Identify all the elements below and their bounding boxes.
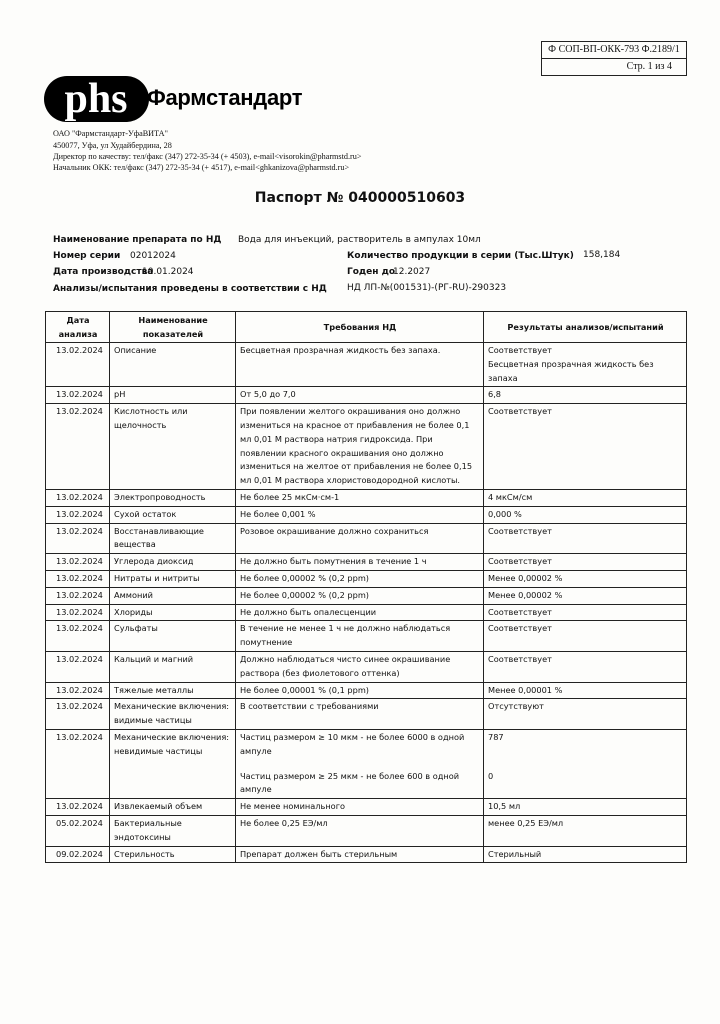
row-name: Нитраты и нитриты [110, 570, 236, 587]
row-result-line: 0 [488, 770, 494, 781]
table-row [46, 489, 687, 506]
series-label: Номер серии [53, 251, 121, 261]
row-result: 6,8 [484, 387, 687, 404]
row-result: Менее 0,00002 % [484, 570, 687, 587]
pharmstandard-logo-icon [44, 76, 149, 122]
okk-head-contact: Начальник ОКК: тел/факс (347) 272-35-34 (+ 4517), e-mail<ghkanizova@pharmstd.ru> [53, 163, 350, 172]
row-name: Описание [110, 343, 236, 387]
row-date: 13.02.2024 [46, 621, 110, 652]
row-result: Соответствует [484, 651, 687, 682]
table-row [46, 815, 687, 846]
row-result-line: Бесцветная прозрачная жидкость без запаха [488, 358, 654, 383]
expiry-label: Годен до [347, 267, 396, 277]
row-date: 13.02.2024 [46, 699, 110, 730]
row-name: Тяжелые металлы [110, 682, 236, 699]
row-name: Бактериальные эндотоксины [110, 815, 236, 846]
row-date: 13.02.2024 [46, 489, 110, 506]
form-code-box [541, 41, 687, 76]
row-result: Соответствует [484, 523, 687, 554]
row-date: 13.02.2024 [46, 587, 110, 604]
row-result: менее 0,25 ЕЭ/мл [484, 815, 687, 846]
row-result: Менее 0,00002 % [484, 587, 687, 604]
product-label: Наименование препарата по НД [53, 235, 222, 245]
row-name: Аммоний [110, 587, 236, 604]
table-row [46, 621, 687, 652]
row-name: Механические включения: невидимые частицы [110, 729, 236, 798]
row-name: pH [110, 387, 236, 404]
row-name: Стерильность [110, 846, 236, 863]
row-requirement: Не более 0,001 % [236, 506, 484, 523]
row-requirement: От 5,0 до 7,0 [236, 387, 484, 404]
row-requirement: Не менее номинального [236, 799, 484, 816]
row-requirement: Не более 0,00001 % (0,1 ppm) [236, 682, 484, 699]
series-value: 02012024 [130, 251, 176, 261]
row-result-line: 787 [488, 731, 504, 742]
row-name: Извлекаемый объем [110, 799, 236, 816]
table-row [46, 799, 687, 816]
page-number: Стр. 1 из 4 [626, 61, 672, 72]
row-result: Менее 0,00001 % [484, 682, 687, 699]
passport-title: Паспорт № 040000510603 [254, 190, 466, 206]
row-result [484, 343, 687, 387]
row-name: Сульфаты [110, 621, 236, 652]
production-date-label: Дата производства [53, 267, 154, 277]
table-row [46, 523, 687, 554]
row-result: Отсутствуют [484, 699, 687, 730]
quantity-value: 158,184 [583, 250, 621, 260]
row-name: Сухой остаток [110, 506, 236, 523]
row-name: Восстанавливающие вещества [110, 523, 236, 554]
table-row [46, 570, 687, 587]
production-date-value: 10.01.2024 [142, 267, 194, 277]
header-result: Результаты анализов/испытаний [484, 312, 687, 343]
row-date: 13.02.2024 [46, 651, 110, 682]
table-row [46, 682, 687, 699]
row-requirement: Должно наблюдаться чисто синее окрашивание раствора (без фиолетового оттенка) [236, 651, 484, 682]
table-row [46, 506, 687, 523]
row-date: 13.02.2024 [46, 604, 110, 621]
row-result [484, 729, 687, 798]
table-header-row [46, 312, 687, 343]
table-row [46, 729, 687, 798]
row-date: 13.02.2024 [46, 404, 110, 490]
row-result-line: Соответствует [488, 345, 552, 355]
row-date: 13.02.2024 [46, 554, 110, 571]
company-name: ОАО "Фармстандарт-УфаВИТА" [53, 129, 168, 138]
row-date: 13.02.2024 [46, 506, 110, 523]
table-row [46, 699, 687, 730]
brand-name: Фармстандарт [147, 85, 303, 110]
row-requirement: В соответствии с требованиями [236, 699, 484, 730]
expiry-value: 12.2027 [393, 267, 431, 277]
row-result: 10,5 мл [484, 799, 687, 816]
table-row [46, 604, 687, 621]
row-requirement: Не более 25 мкСм·см-1 [236, 489, 484, 506]
quantity-label: Количество продукции в серии (Тыс.Штук) [347, 251, 574, 261]
row-result: Соответствует [484, 604, 687, 621]
row-date: 13.02.2024 [46, 799, 110, 816]
row-requirement: В течение не менее 1 ч не должно наблюдаться помутнение [236, 621, 484, 652]
row-name: Кальций и магний [110, 651, 236, 682]
row-requirement: Не более 0,25 ЕЭ/мл [236, 815, 484, 846]
row-date: 09.02.2024 [46, 846, 110, 863]
header-requirement: Требования НД [236, 312, 484, 343]
product-value: Вода для инъекций, растворитель в ампулах 10мл [238, 235, 481, 245]
row-name: Углерода диоксид [110, 554, 236, 571]
row-date: 13.02.2024 [46, 682, 110, 699]
row-result: Соответствует [484, 404, 687, 490]
analysis-basis-label: Анализы/испытания проведены в соответствии с НД [53, 284, 327, 294]
row-requirement-line: Частиц размером ≥ 10 мкм - не более 6000 в одной ампуле [240, 731, 465, 756]
row-requirement [236, 729, 484, 798]
table-row [46, 554, 687, 571]
row-requirement: Не более 0,00002 % (0,2 ppm) [236, 570, 484, 587]
table-row [46, 343, 687, 387]
row-result: Стерильный [484, 846, 687, 863]
table-row [46, 387, 687, 404]
row-requirement: Бесцветная прозрачная жидкость без запаха. [236, 343, 484, 387]
spacer [240, 759, 480, 770]
quality-director-contact: Директор по качеству: тел/факс (347) 272-35-34 (+ 4503), e-mail<visorokin@pharmstd.ru> [53, 152, 362, 161]
table-row [46, 587, 687, 604]
spacer [488, 745, 683, 770]
row-name: Механические включения: видимые частицы [110, 699, 236, 730]
header-name: Наименование показателей [110, 312, 236, 343]
row-name: Кислотность или щелочность [110, 404, 236, 490]
header-date: Дата анализа [46, 312, 110, 343]
row-result: 4 мкСм/см [484, 489, 687, 506]
row-date: 13.02.2024 [46, 729, 110, 798]
row-date: 13.02.2024 [46, 387, 110, 404]
results-table [45, 311, 687, 863]
row-requirement: Препарат должен быть стерильным [236, 846, 484, 863]
form-code: Ф СОП-ВП-ОКК-793 Ф.2189/1 [542, 42, 686, 59]
row-requirement: Не должно быть помутнения в течение 1 ч [236, 554, 484, 571]
analysis-basis-value: НД ЛП-№(001531)-(РГ-RU)-290323 [347, 283, 507, 293]
row-date: 13.02.2024 [46, 570, 110, 587]
row-name: Хлориды [110, 604, 236, 621]
row-date: 13.02.2024 [46, 523, 110, 554]
row-requirement: Розовое окрашивание должно сохраниться [236, 523, 484, 554]
table-row [46, 846, 687, 863]
row-requirement-line: Частиц размером ≥ 25 мкм - не более 600 в одной ампуле [240, 770, 460, 795]
row-name: Электропроводность [110, 489, 236, 506]
row-result: Соответствует [484, 554, 687, 571]
row-requirement: Не должно быть опалесценции [236, 604, 484, 621]
row-requirement: При появлении желтого окрашивания оно должно измениться на красное от прибавления не более 0,1 мл 0,01 М раствора натрия гидроксида. При появлении красного окрашивания оно должно измениться на желтое от прибавления не более 0,15 мл 0,01 М раствора хлористоводородной кислоты. [236, 404, 484, 490]
row-result: 0,000 % [484, 506, 687, 523]
table-row [46, 651, 687, 682]
row-result: Соответствует [484, 621, 687, 652]
row-date: 13.02.2024 [46, 343, 110, 387]
row-requirement: Не более 0,00002 % (0,2 ppm) [236, 587, 484, 604]
logo-mark-text: phs [64, 76, 128, 122]
company-address: 450077, Уфа, ул Худайбердина, 28 [53, 141, 172, 150]
table-row [46, 404, 687, 490]
row-date: 05.02.2024 [46, 815, 110, 846]
